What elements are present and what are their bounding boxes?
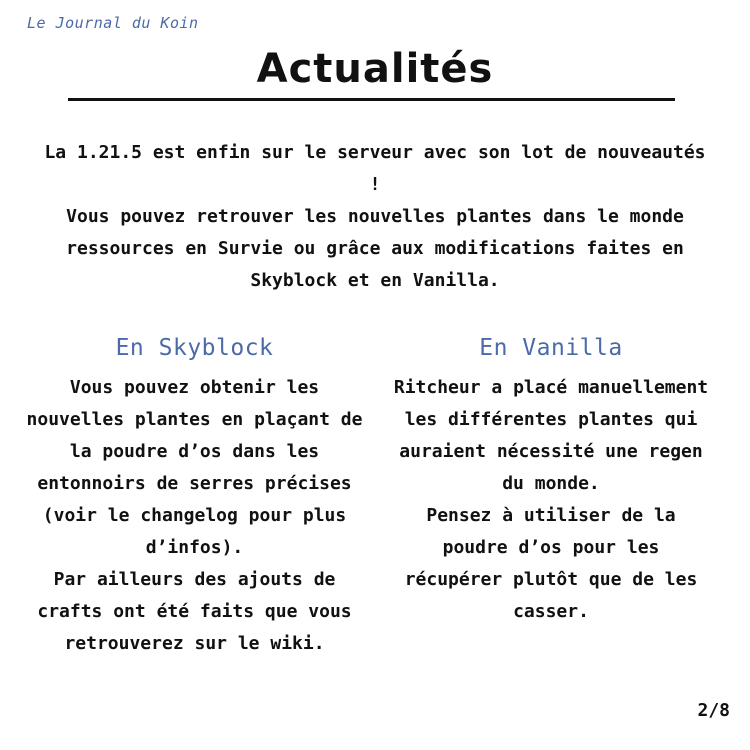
skyblock-heading: En Skyblock — [115, 335, 274, 361]
page-title: Actualités — [256, 46, 494, 92]
skyblock-section — [22, 332, 367, 660]
publication-brand: Le Journal du Koin — [27, 14, 199, 32]
skyblock-paragraph-1: Vous pouvez obtenir les nouvelles plantes en plaçant de la poudre d’os dans les entonnoirs de serres précises (voir le changelog pour plus d’infos). — [26, 377, 363, 558]
intro-section — [40, 137, 710, 297]
skyblock-paragraph-2: Par ailleurs des ajouts de crafts ont été faits que vous retrouverez sur le wiki. — [37, 569, 352, 654]
vanilla-paragraph-2: Pensez à utiliser de la poudre d’os pour les récupérer plutôt que de les casser. — [404, 505, 698, 622]
intro-paragraph-1: La 1.21.5 est enfin sur le serveur avec son lot de nouveautés ! — [44, 142, 706, 195]
vanilla-paragraph-1: Ritcheur a placé manuellement les différentes plantes qui auraient nécessité une regen du monde. — [393, 377, 709, 494]
vanilla-heading: En Vanilla — [479, 335, 623, 361]
page-number: 2/8 — [697, 700, 730, 721]
intro-paragraph-2: Vous pouvez retrouver les nouvelles plantes dans le monde ressources en Survie ou grâce aux modifications faites en Skyblock et en Vanilla. — [66, 206, 684, 291]
title-underline-divider — [68, 98, 675, 101]
vanilla-section — [390, 332, 712, 628]
